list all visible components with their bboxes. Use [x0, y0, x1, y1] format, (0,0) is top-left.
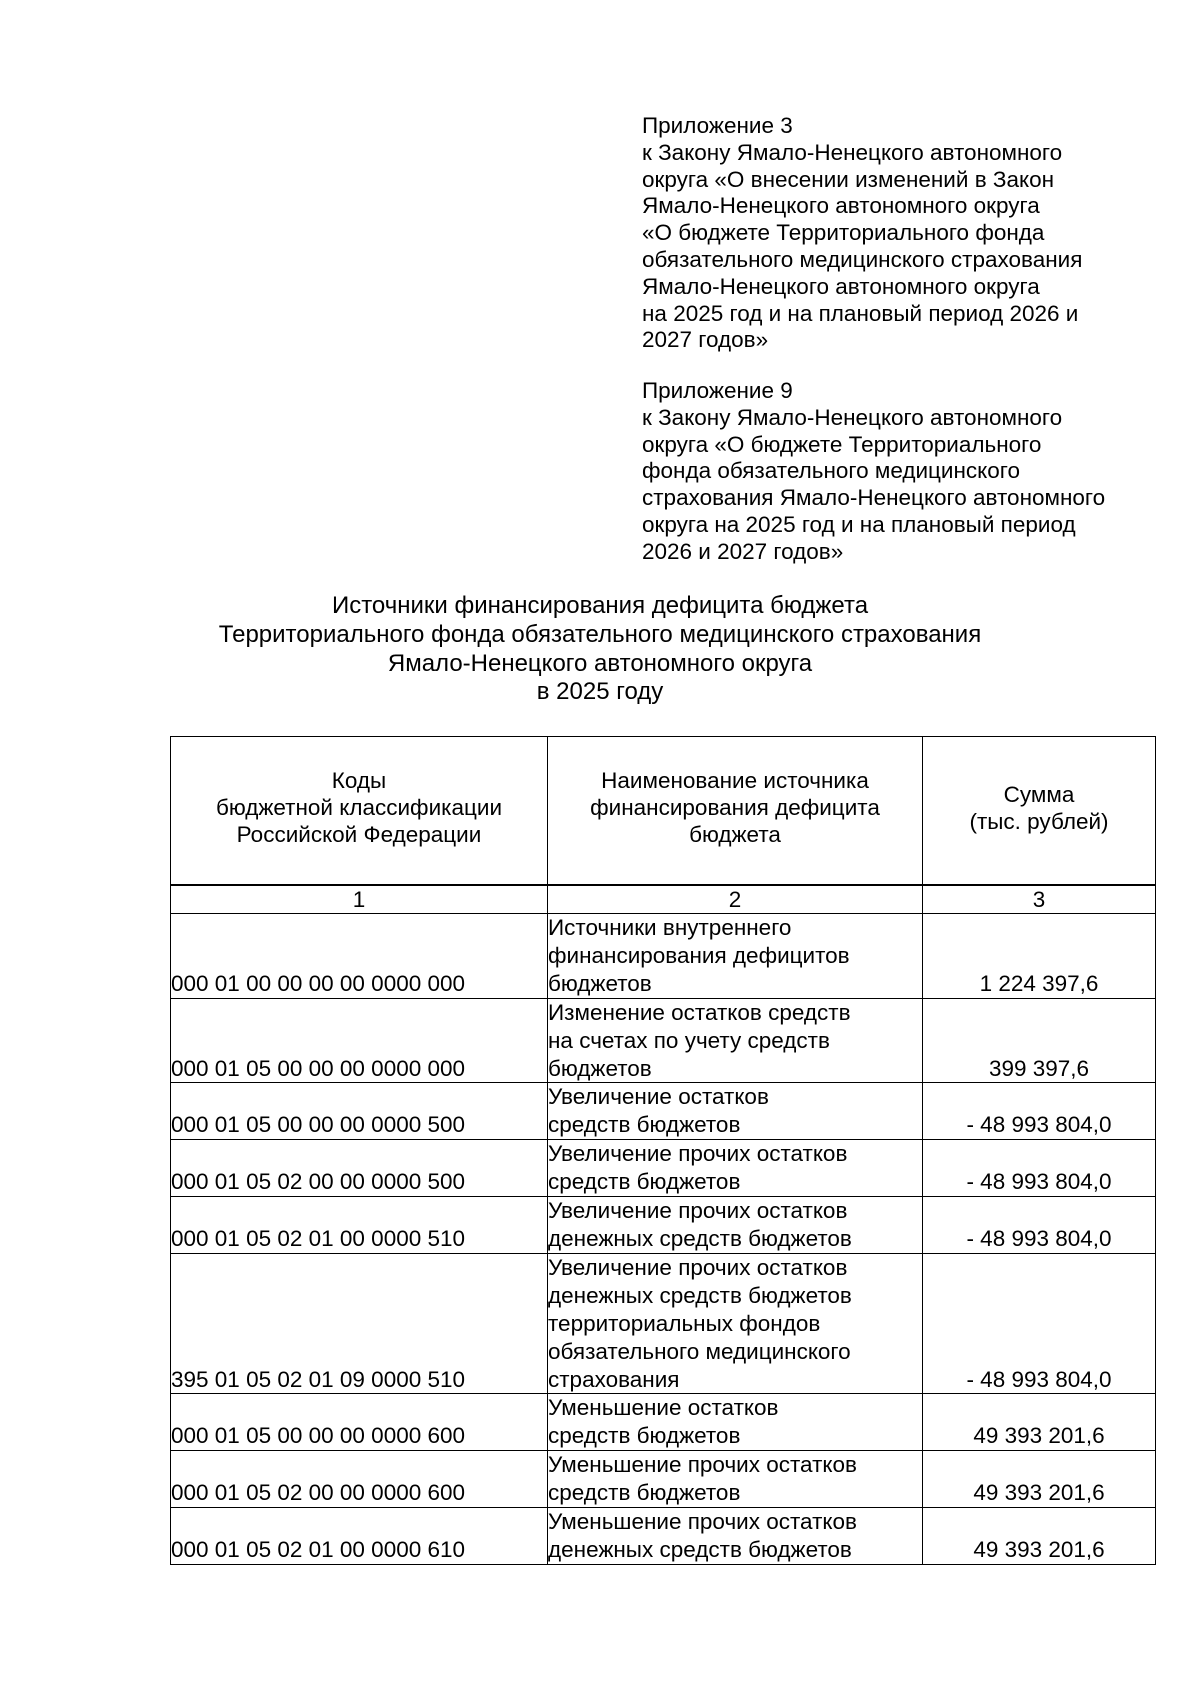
source-name-cell [548, 1508, 923, 1565]
source-name-cell [548, 1451, 923, 1508]
header-line: бюджетной классификации [215, 795, 503, 820]
source-name-line: территориальных фондов [548, 1310, 821, 1336]
source-name-line: денежных средств бюджетов [548, 1225, 852, 1251]
annex-line: Приложение 9 [642, 378, 793, 403]
column-number-row [171, 885, 1156, 914]
budget-code-cell: 000 01 05 00 00 00 0000 500 [171, 1083, 548, 1140]
source-name-line: Увеличение прочих остатков [548, 1254, 848, 1280]
annex-line: округа на 2025 год и на плановый период [642, 511, 1076, 537]
source-name-line: средств бюджетов [548, 1480, 741, 1506]
source-name-line: бюджетов [548, 970, 652, 996]
amount-cell: 399 397,6 [923, 998, 1156, 1083]
header-amount [923, 737, 1156, 886]
source-name-cell [548, 1197, 923, 1254]
header-line: Российской Федерации [236, 822, 482, 847]
deficit-financing-table [170, 736, 1156, 1565]
source-name-line: Увеличение прочих остатков [548, 1141, 848, 1167]
column-number: 3 [923, 885, 1156, 914]
source-name-line: Изменение остатков средств [548, 999, 851, 1025]
column-number: 2 [548, 885, 923, 914]
header-line: Сумма [1003, 781, 1075, 807]
header-line: Наименование источника [601, 768, 869, 793]
source-name-cell [548, 1394, 923, 1451]
budget-code-cell: 000 01 00 00 00 00 0000 000 [171, 914, 548, 999]
annex-line: 2027 годов» [642, 327, 769, 353]
amount-cell: - 48 993 804,0 [923, 1253, 1156, 1394]
budget-code-cell: 395 01 05 02 01 09 0000 510 [171, 1253, 548, 1394]
annex-line: фонда обязательного медицинского [642, 458, 1021, 484]
annex-3-reference [642, 113, 1172, 354]
source-name-line: Источники внутреннего [548, 915, 792, 940]
table-header-row [171, 737, 1156, 886]
amount-cell: - 48 993 804,0 [923, 1140, 1156, 1197]
title-line: Источники финансирования дефицита бюджета [331, 592, 869, 619]
table-row [171, 1508, 1156, 1565]
source-name-line: Увеличение прочих остатков [548, 1198, 848, 1224]
source-name-line: средств бюджетов [548, 1423, 741, 1449]
annex-line: к Закону Ямало-Ненецкого автономного [642, 139, 1063, 165]
table-row [171, 1394, 1156, 1451]
annex-line: округа «О внесении изменений в Закон [642, 166, 1055, 192]
table-row [171, 1451, 1156, 1508]
table-row [171, 998, 1156, 1083]
header-codes [171, 737, 548, 886]
source-name-cell [548, 998, 923, 1083]
title-line: Территориального фонда обязательного медицинского страхования [218, 620, 982, 648]
annex-line: на 2025 год и на плановый период 2026 и [642, 300, 1079, 326]
annex-line: «О бюджете Территориального фонда [642, 220, 1045, 246]
table-row [171, 1253, 1156, 1394]
annex-line: 2026 и 2027 годов» [642, 538, 844, 564]
header-line: финансирования дефицита [590, 795, 880, 820]
title-line: в 2025 году [536, 678, 664, 706]
budget-code-cell: 000 01 05 02 01 00 0000 610 [171, 1508, 548, 1565]
table-row [171, 1083, 1156, 1140]
table-row [171, 914, 1156, 999]
source-name-line: средств бюджетов [548, 1169, 741, 1195]
source-name-line: обязательного медицинского [548, 1338, 851, 1364]
source-name-line: финансирования дефицитов [548, 942, 850, 968]
annex-line: к Закону Ямало-Ненецкого автономного [642, 404, 1063, 430]
amount-cell: 49 393 201,6 [923, 1394, 1156, 1451]
column-number: 1 [171, 885, 548, 914]
annex-line: обязательного медицинского страхования [642, 246, 1083, 272]
budget-code-cell: 000 01 05 02 00 00 0000 600 [171, 1451, 548, 1508]
title-line: Ямало-Ненецкого автономного округа [387, 649, 813, 677]
header-line: (тыс. рублей) [969, 808, 1109, 834]
source-name-line: на счетах по учету средств [548, 1027, 830, 1053]
source-name-line: денежных средств бюджетов [548, 1536, 852, 1562]
amount-cell: 49 393 201,6 [923, 1451, 1156, 1508]
table-row [171, 1140, 1156, 1197]
table-row [171, 1197, 1156, 1254]
header-line: Коды [331, 768, 387, 793]
annex-line: страхования Ямало-Ненецкого автономного [642, 485, 1106, 511]
source-name-line: Увеличение остатков [548, 1084, 769, 1110]
amount-cell: - 48 993 804,0 [923, 1197, 1156, 1254]
source-name-cell [548, 1140, 923, 1197]
annex-line: Ямало-Ненецкого автономного округа [642, 273, 1040, 299]
source-name-cell [548, 1253, 923, 1394]
amount-cell: 1 224 397,6 [923, 914, 1156, 999]
source-name-line: Уменьшение прочих остатков [548, 1452, 857, 1478]
source-name-line: страхования [548, 1366, 680, 1392]
source-name-line: бюджетов [548, 1055, 652, 1081]
annex-line: Ямало-Ненецкого автономного округа [642, 193, 1040, 219]
budget-code-cell: 000 01 05 00 00 00 0000 000 [171, 998, 548, 1083]
document-title [0, 592, 1200, 707]
annex-line: Приложение 3 [642, 113, 793, 138]
source-name-cell [548, 914, 923, 999]
annex-9-reference [642, 378, 1172, 566]
header-source-name [548, 737, 923, 886]
amount-cell: - 48 993 804,0 [923, 1083, 1156, 1140]
source-name-cell [548, 1083, 923, 1140]
budget-code-cell: 000 01 05 00 00 00 0000 600 [171, 1394, 548, 1451]
source-name-line: Уменьшение остатков [548, 1395, 779, 1421]
table-body [171, 885, 1156, 1564]
source-name-line: средств бюджетов [548, 1112, 741, 1138]
source-name-line: Уменьшение прочих остатков [548, 1509, 857, 1535]
budget-code-cell: 000 01 05 02 01 00 0000 510 [171, 1197, 548, 1254]
amount-cell: 49 393 201,6 [923, 1508, 1156, 1565]
source-name-line: денежных средств бюджетов [548, 1282, 852, 1308]
budget-code-cell: 000 01 05 02 00 00 0000 500 [171, 1140, 548, 1197]
header-line: бюджета [689, 822, 781, 847]
annex-line: округа «О бюджете Территориального [642, 431, 1042, 457]
